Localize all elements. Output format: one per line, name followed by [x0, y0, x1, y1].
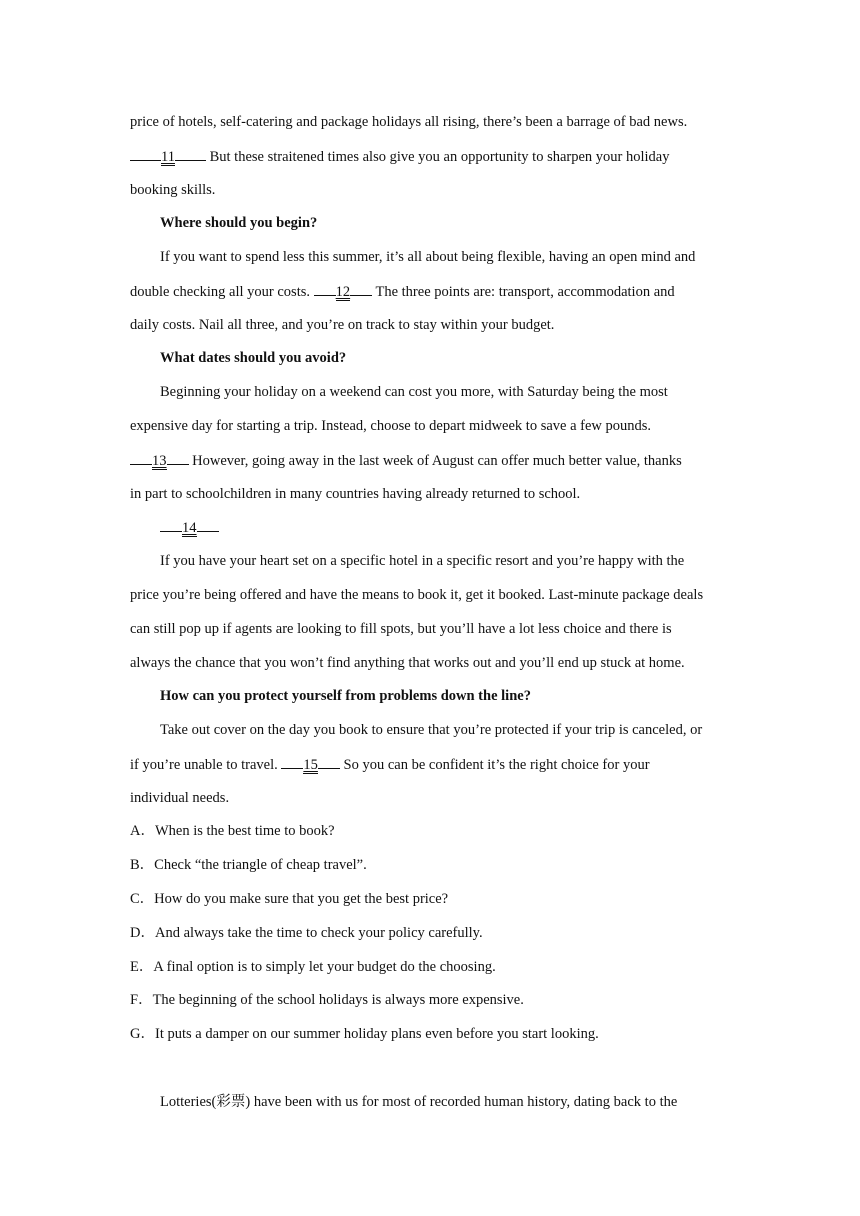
- blank-15: 15: [281, 754, 340, 775]
- section-heading: Where should you begin?: [160, 215, 318, 231]
- blank-13: 13: [130, 450, 189, 471]
- section-heading: What dates should you avoid?: [160, 350, 347, 366]
- paragraph-line: can still pop up if agents are looking to fill spots, but you’ll have a lot less choice and there is: [130, 621, 672, 637]
- paragraph-line: daily costs. Nail all three, and you’re on track to stay within your budget.: [130, 317, 555, 333]
- option-b: B．Check “the triangle of cheap travel”.: [130, 857, 367, 873]
- option-e: E．A final option is to simply let your budget do the choosing.: [130, 959, 496, 975]
- option-f: F．The beginning of the school holidays is always more expensive.: [130, 992, 524, 1008]
- paragraph-line: If you have your heart set on a specific hotel in a specific resort and you’re happy with the: [160, 553, 685, 569]
- paragraph-line: expensive day for starting a trip. Instead, choose to depart midweek to save a few pounds.: [130, 418, 652, 434]
- paragraph-line: in part to schoolchildren in many countries having already returned to school.: [130, 486, 581, 502]
- paragraph-line: booking skills.: [130, 182, 216, 198]
- paragraph-line: always the chance that you won’t find anything that works out and you’ll end up stuck at home.: [130, 655, 685, 671]
- paragraph-line: Beginning your holiday on a weekend can cost you more, with Saturday being the most: [160, 384, 668, 400]
- paragraph-line: [160, 517, 770, 538]
- paragraph-line: Take out cover on the day you book to ensure that you’re protected if your trip is canceled, or: [160, 722, 703, 738]
- paragraph-line: If you want to spend less this summer, it’s all about being flexible, having an open mind and: [160, 249, 696, 265]
- paragraph-line: if you’re unable to travel. 15 So you can be confident it’s the right choice for your: [130, 754, 740, 775]
- blank-14: 14: [160, 517, 219, 538]
- paragraph-line: 11 But these straitened times also give you an opportunity to sharpen your holiday: [130, 146, 740, 167]
- paragraph-line: individual needs.: [130, 790, 230, 806]
- blank-12: 12: [314, 281, 373, 302]
- option-a: A．When is the best time to book?: [130, 823, 335, 839]
- option-c: C．How do you make sure that you get the best price?: [130, 891, 449, 907]
- blank-11: 11: [130, 146, 206, 167]
- paragraph-line: 13 However, going away in the last week of August can offer much better value, thanks: [130, 450, 740, 471]
- paragraph-line: price you’re being offered and have the means to book it, get it booked. Last-minute package deals: [130, 587, 704, 603]
- next-passage-line: Lotteries(彩票) have been with us for most of recorded human history, dating back to the: [160, 1094, 678, 1110]
- paragraph-line: double checking all your costs. 12 The three points are: transport, accommodation and: [130, 281, 740, 302]
- paragraph-line: price of hotels, self-catering and package holidays all rising, there’s been a barrage of bad news.: [130, 114, 688, 130]
- option-g: G．It puts a damper on our summer holiday plans even before you start looking.: [130, 1026, 599, 1042]
- option-d: D．And always take the time to check your policy carefully.: [130, 925, 483, 941]
- section-heading: How can you protect yourself from problems down the line?: [160, 688, 531, 704]
